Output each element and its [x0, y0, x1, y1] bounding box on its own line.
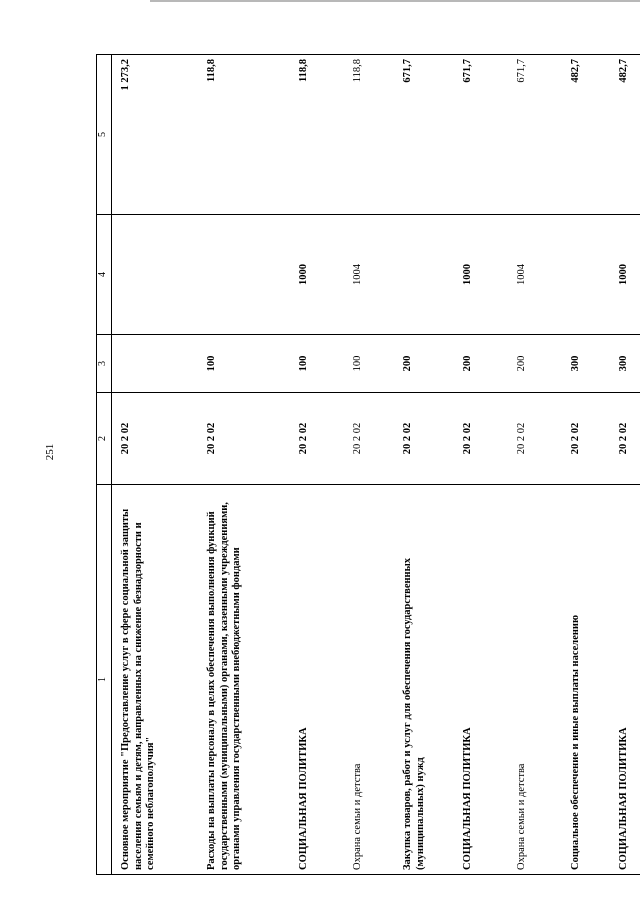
- scan-edge-line: [150, 0, 640, 2]
- table-row: [560, 55, 608, 875]
- row-section: [198, 215, 286, 335]
- row-amount: 1 273,2: [112, 55, 199, 215]
- table-row: [392, 55, 450, 875]
- row-section: [392, 215, 450, 335]
- table-row: [112, 55, 199, 875]
- row-amount: 482,7: [608, 55, 640, 215]
- row-amount: 671,7: [504, 55, 560, 215]
- row-expense-type: 200: [450, 335, 504, 393]
- row-expense-type: 100: [340, 335, 392, 393]
- table-row: [340, 55, 392, 875]
- row-name: СОЦИАЛЬНАЯ ПОЛИТИКА: [286, 485, 340, 875]
- row-section: 1004: [504, 215, 560, 335]
- row-target-code: 20 2 02: [112, 393, 199, 485]
- page-number: 251: [44, 443, 56, 461]
- row-expense-type: 100: [198, 335, 286, 393]
- row-name: СОЦИАЛЬНАЯ ПОЛИТИКА: [608, 485, 640, 875]
- header-col-2: 2: [97, 393, 112, 485]
- row-amount: 118,8: [340, 55, 392, 215]
- budget-table: [96, 54, 640, 875]
- row-target-code: 20 2 02: [450, 393, 504, 485]
- table-header-row: [97, 55, 112, 875]
- row-name: Закупка товаров, работ и услуг для обеспечения государственных (муниципальных) нужд: [392, 485, 450, 875]
- table-row: [504, 55, 560, 875]
- row-expense-type: 100: [286, 335, 340, 393]
- table-row: [286, 55, 340, 875]
- row-name: Социальное обеспечение и иные выплаты населению: [560, 485, 608, 875]
- row-section: [112, 215, 199, 335]
- row-target-code: 20 2 02: [198, 393, 286, 485]
- row-target-code: 20 2 02: [340, 393, 392, 485]
- row-name: СОЦИАЛЬНАЯ ПОЛИТИКА: [450, 485, 504, 875]
- row-section: 1000: [450, 215, 504, 335]
- header-col-3: 3: [97, 335, 112, 393]
- row-expense-type: 200: [392, 335, 450, 393]
- row-expense-type: 200: [504, 335, 560, 393]
- row-target-code: 20 2 02: [286, 393, 340, 485]
- header-col-1: 1: [97, 485, 112, 875]
- row-amount: 118,8: [286, 55, 340, 215]
- table-row: [198, 55, 286, 875]
- row-target-code: 20 2 02: [560, 393, 608, 485]
- row-section: 1000: [286, 215, 340, 335]
- row-section: 1000: [608, 215, 640, 335]
- row-expense-type: 300: [608, 335, 640, 393]
- row-amount: 671,7: [450, 55, 504, 215]
- row-name: Расходы на выплаты персоналу в целях обеспечения выполнения функций государственными (муниципальными) органами, казенными учреждениями, органами управления государственными внебюджетными фондами: [198, 485, 286, 875]
- row-target-code: 20 2 02: [608, 393, 640, 485]
- table-row: [450, 55, 504, 875]
- row-expense-type: 300: [560, 335, 608, 393]
- header-col-4: 4: [97, 215, 112, 335]
- row-target-code: 20 2 02: [504, 393, 560, 485]
- row-target-code: 20 2 02: [392, 393, 450, 485]
- row-name: Охрана семьи и детства: [504, 485, 560, 875]
- row-section: 1004: [340, 215, 392, 335]
- row-amount: 482,7: [560, 55, 608, 215]
- header-col-5: 5: [97, 55, 112, 215]
- row-name: Охрана семьи и детства: [340, 485, 392, 875]
- row-amount: 671,7: [392, 55, 450, 215]
- budget-table-rotated: [96, 55, 629, 875]
- row-expense-type: [112, 335, 199, 393]
- row-amount: 118,8: [198, 55, 286, 215]
- row-section: [560, 215, 608, 335]
- row-name: Основное мероприятие "Предоставление услуг в сфере социальной защиты населения семьям и детям, направленных на снижение безнадзорности и семейного неблагополучия": [112, 485, 199, 875]
- table-row: [608, 55, 640, 875]
